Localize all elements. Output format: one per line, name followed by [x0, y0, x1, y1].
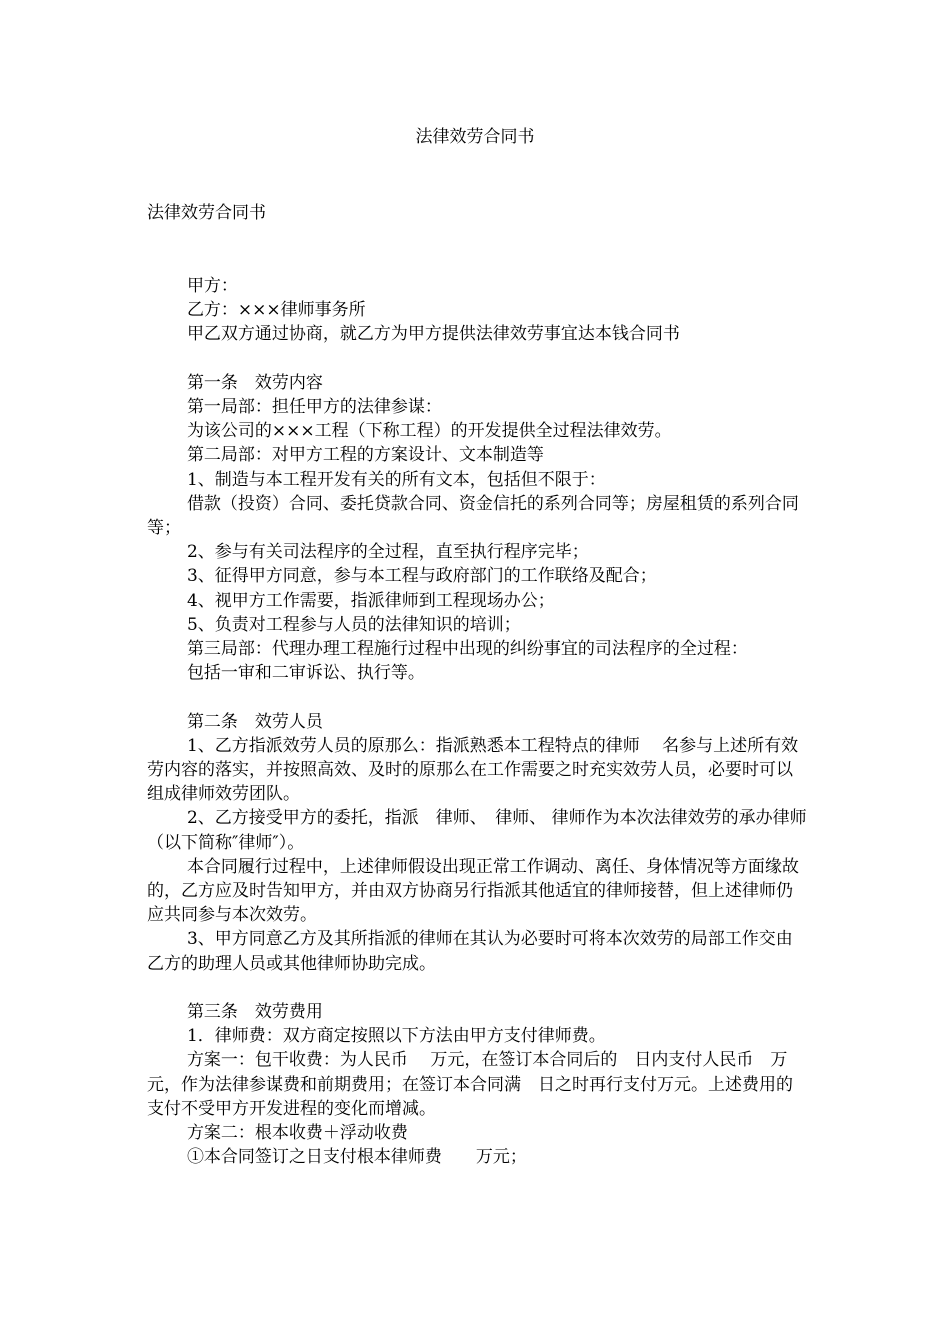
paragraph: 第二局部：对甲方工程的方案设计、文本制造等: [186, 445, 544, 466]
paragraph: 1、制造与本工程开发有关的所有文本，包括但不限于：: [186, 469, 606, 490]
party-a-line: 甲方：: [186, 276, 238, 296]
paragraph: 第三局部：代理办理工程施行过程中出现的纠纷事宜的司法程序的全过程：: [186, 639, 748, 660]
paragraph: 3、甲方同意乙方及其所指派的律师在其认为必要时可将本次效劳的局部工作交由乙方的助理人员或其他律师协助完成。: [147, 929, 793, 974]
paragraph: 1．律师费：双方商定按照以下方法由甲方支付律师费。: [186, 1026, 606, 1047]
paragraph: 借款（投资）合同、委托贷款合同、资金信托的系列合同等；房屋租赁的系列合同等；: [147, 493, 799, 539]
preamble-paragraph: 甲乙双方通过协商，就乙方为甲方提供法律效劳事宜达本钱合同书: [186, 324, 680, 345]
paragraph: 2、乙方接受甲方的委托，指派 律师、 律师、 律师作为本次法律效劳的承办律师（以下简称″律师″）。: [147, 808, 807, 853]
party-b-line: 乙方：×××律师事务所: [186, 300, 366, 321]
paragraph: 包括一审和二审诉讼、执行等。: [186, 663, 425, 684]
document-subtitle: 法律效劳合同书: [147, 203, 266, 223]
article-2-heading: 第二条 效劳人员: [186, 711, 323, 732]
paragraph: 为该公司的×××工程（下称工程）的开发提供全过程法律效劳。: [186, 421, 672, 442]
paragraph: 4、视甲方工作需要，指派律师到工程现场办公；: [186, 590, 555, 611]
paragraph: 第一局部：担任甲方的法律参谋：: [186, 397, 442, 417]
paragraph: ①本合同签订之日支付根本律师费 万元；: [186, 1147, 527, 1168]
paragraph: 5、负责对工程参与人员的法律知识的培训；: [186, 614, 521, 635]
paragraph: 2、参与有关司法程序的全过程，直至执行程序完毕；: [186, 542, 589, 563]
paragraph: 本合同履行过程中，上述律师假设出现正常工作调动、离任、身体情况等方面缘故的，乙方应及时告知甲方，并由双方协商另行指派其他适宜的律师接替，但上述律师仍应共同参与本次效劳。: [147, 856, 799, 926]
article-3-heading: 第三条 效劳费用: [186, 1002, 323, 1023]
paragraph: 方案一：包干收费：为人民币 万元，在签订本合同后的 日内支付人民币 万元，作为法律参谋费和前期费用；在签订本合同满 日之时再行支付万元。上述费用的支付不受甲方开发进程的变化而增减。: [147, 1050, 793, 1119]
article-1-heading: 第一条 效劳内容: [186, 372, 323, 393]
paragraph: 1、乙方指派效劳人员的原那么：指派熟悉本工程特点的律师 名参与上述所有效劳内容的落实，并按照高效、及时的原那么在工作需要之时充实效劳人员，必要时可以组成律师效劳团队。: [147, 735, 799, 805]
document-title: 法律效劳合同书: [415, 127, 535, 147]
paragraph: 方案二：根本收费＋浮动收费: [186, 1123, 408, 1144]
document-body: [147, 274, 807, 1169]
paragraph: 3、征得甲方同意，参与本工程与政府部门的工作联络及配合；: [186, 566, 657, 587]
